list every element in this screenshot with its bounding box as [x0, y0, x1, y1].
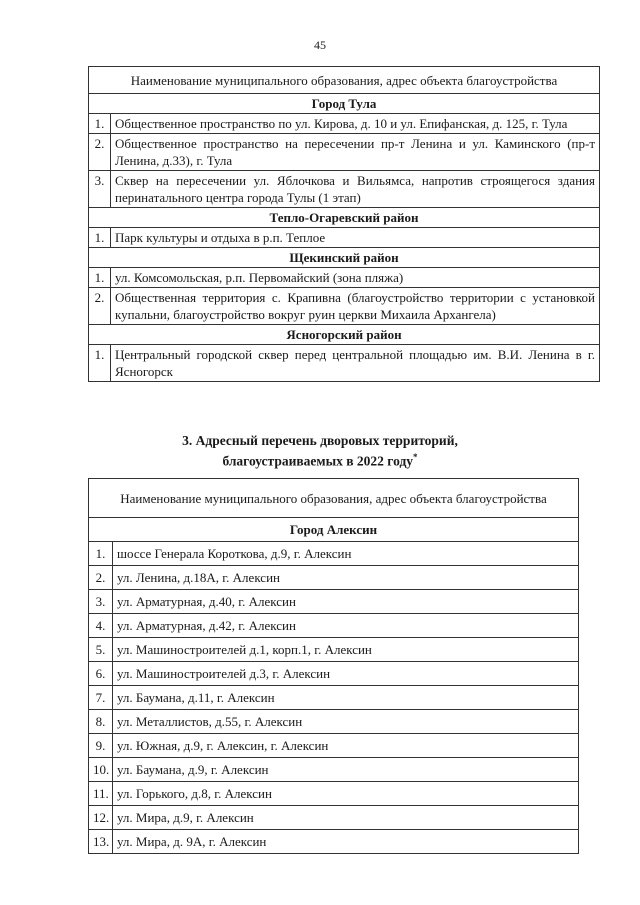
row-text: ул. Комсомольская, р.п. Первомайский (зона пляжа) — [111, 268, 600, 288]
group-row — [89, 248, 600, 268]
table-header-row — [89, 479, 579, 518]
group-title: Щекинский район — [89, 248, 600, 268]
table-header: Наименование муниципального образования, адрес объекта благоустройства — [89, 67, 600, 94]
group-row — [89, 518, 579, 542]
table-row — [89, 830, 579, 854]
row-text: ул. Мира, д. 9А, г. Алексин — [113, 830, 579, 854]
row-text: ул. Арматурная, д.42, г. Алексин — [113, 614, 579, 638]
row-number: 1. — [89, 114, 111, 134]
table-header-row — [89, 67, 600, 94]
footnote-mark: * — [413, 452, 418, 462]
section-title-line — [0, 449, 640, 470]
row-text: Общественное пространство по ул. Кирова, д. 10 и ул. Епифанская, д. 125, г. Тула — [111, 114, 600, 134]
section-title — [0, 432, 640, 470]
table-row — [89, 638, 579, 662]
row-text: ул. Мира, д.9, г. Алексин — [113, 806, 579, 830]
group-title: Ясногорский район — [89, 325, 600, 345]
row-number: 2. — [89, 288, 111, 325]
section-title-line: 3. Адресный перечень дворовых территорий, — [182, 433, 458, 448]
row-number: 6. — [89, 662, 113, 686]
row-text: ул. Южная, д.9, г. Алексин, г. Алексин — [113, 734, 579, 758]
row-number: 1. — [89, 542, 113, 566]
row-number: 1. — [89, 268, 111, 288]
table-row — [89, 734, 579, 758]
group-title: Тепло-Огаревский район — [89, 208, 600, 228]
table-row — [89, 566, 579, 590]
table-row — [89, 345, 600, 382]
section-title-text: благоустраиваемых в 2022 году — [222, 453, 414, 469]
row-text: ул. Ленина, д.18А, г. Алексин — [113, 566, 579, 590]
table-row — [89, 228, 600, 248]
row-text: шоссе Генерала Короткова, д.9, г. Алексин — [113, 542, 579, 566]
row-number: 2. — [89, 566, 113, 590]
group-title: Город Тула — [89, 94, 600, 114]
row-number: 5. — [89, 638, 113, 662]
row-number: 4. — [89, 614, 113, 638]
table-row — [89, 171, 600, 208]
row-number: 3. — [89, 590, 113, 614]
row-text: ул. Баумана, д.11, г. Алексин — [113, 686, 579, 710]
group-row — [89, 208, 600, 228]
row-number: 2. — [89, 134, 111, 171]
row-number: 9. — [89, 734, 113, 758]
table-row — [89, 614, 579, 638]
row-number: 7. — [89, 686, 113, 710]
public-spaces-table — [88, 66, 600, 382]
table-row — [89, 758, 579, 782]
table-header: Наименование муниципального образования, адрес объекта благоустройства — [89, 479, 579, 518]
table-row — [89, 662, 579, 686]
table-row — [89, 288, 600, 325]
table-row — [89, 686, 579, 710]
row-number: 3. — [89, 171, 111, 208]
row-text: ул. Баумана, д.9, г. Алексин — [113, 758, 579, 782]
page-number: 45 — [314, 38, 326, 52]
row-number: 10. — [89, 758, 113, 782]
row-number: 1. — [89, 345, 111, 382]
row-text: Парк культуры и отдыха в р.п. Теплое — [111, 228, 600, 248]
table-row — [89, 268, 600, 288]
table-row — [89, 710, 579, 734]
group-row — [89, 325, 600, 345]
table-row — [89, 134, 600, 171]
row-number: 8. — [89, 710, 113, 734]
table-row — [89, 114, 600, 134]
table-row — [89, 782, 579, 806]
row-text: ул. Горького, д.8, г. Алексин — [113, 782, 579, 806]
row-text: Общественная территория с. Крапивна (благоустройство территории с установкой купальни, благоустройство вокруг руин церкви Михаила Архангела) — [111, 288, 600, 325]
group-row — [89, 94, 600, 114]
row-text: Центральный городской сквер перед центральной площадью им. В.И. Ленина в г. Ясногорск — [111, 345, 600, 382]
row-number: 11. — [89, 782, 113, 806]
row-number: 12. — [89, 806, 113, 830]
group-title: Город Алексин — [89, 518, 579, 542]
row-text: Общественное пространство на пересечении пр-т Ленина и ул. Каминского (пр-т Ленина, д.33), г. Тула — [111, 134, 600, 171]
table-row — [89, 542, 579, 566]
row-number: 13. — [89, 830, 113, 854]
table-row — [89, 806, 579, 830]
row-text: ул. Арматурная, д.40, г. Алексин — [113, 590, 579, 614]
row-text: Сквер на пересечении ул. Яблочкова и Вильямса, напротив строящегося здания перинатального центра города Тулы (1 этап) — [111, 171, 600, 208]
row-text: ул. Машиностроителей д.1, корп.1, г. Алексин — [113, 638, 579, 662]
row-number: 1. — [89, 228, 111, 248]
row-text: ул. Машиностроителей д.3, г. Алексин — [113, 662, 579, 686]
courtyards-table — [88, 478, 579, 854]
row-text: ул. Металлистов, д.55, г. Алексин — [113, 710, 579, 734]
table-row — [89, 590, 579, 614]
